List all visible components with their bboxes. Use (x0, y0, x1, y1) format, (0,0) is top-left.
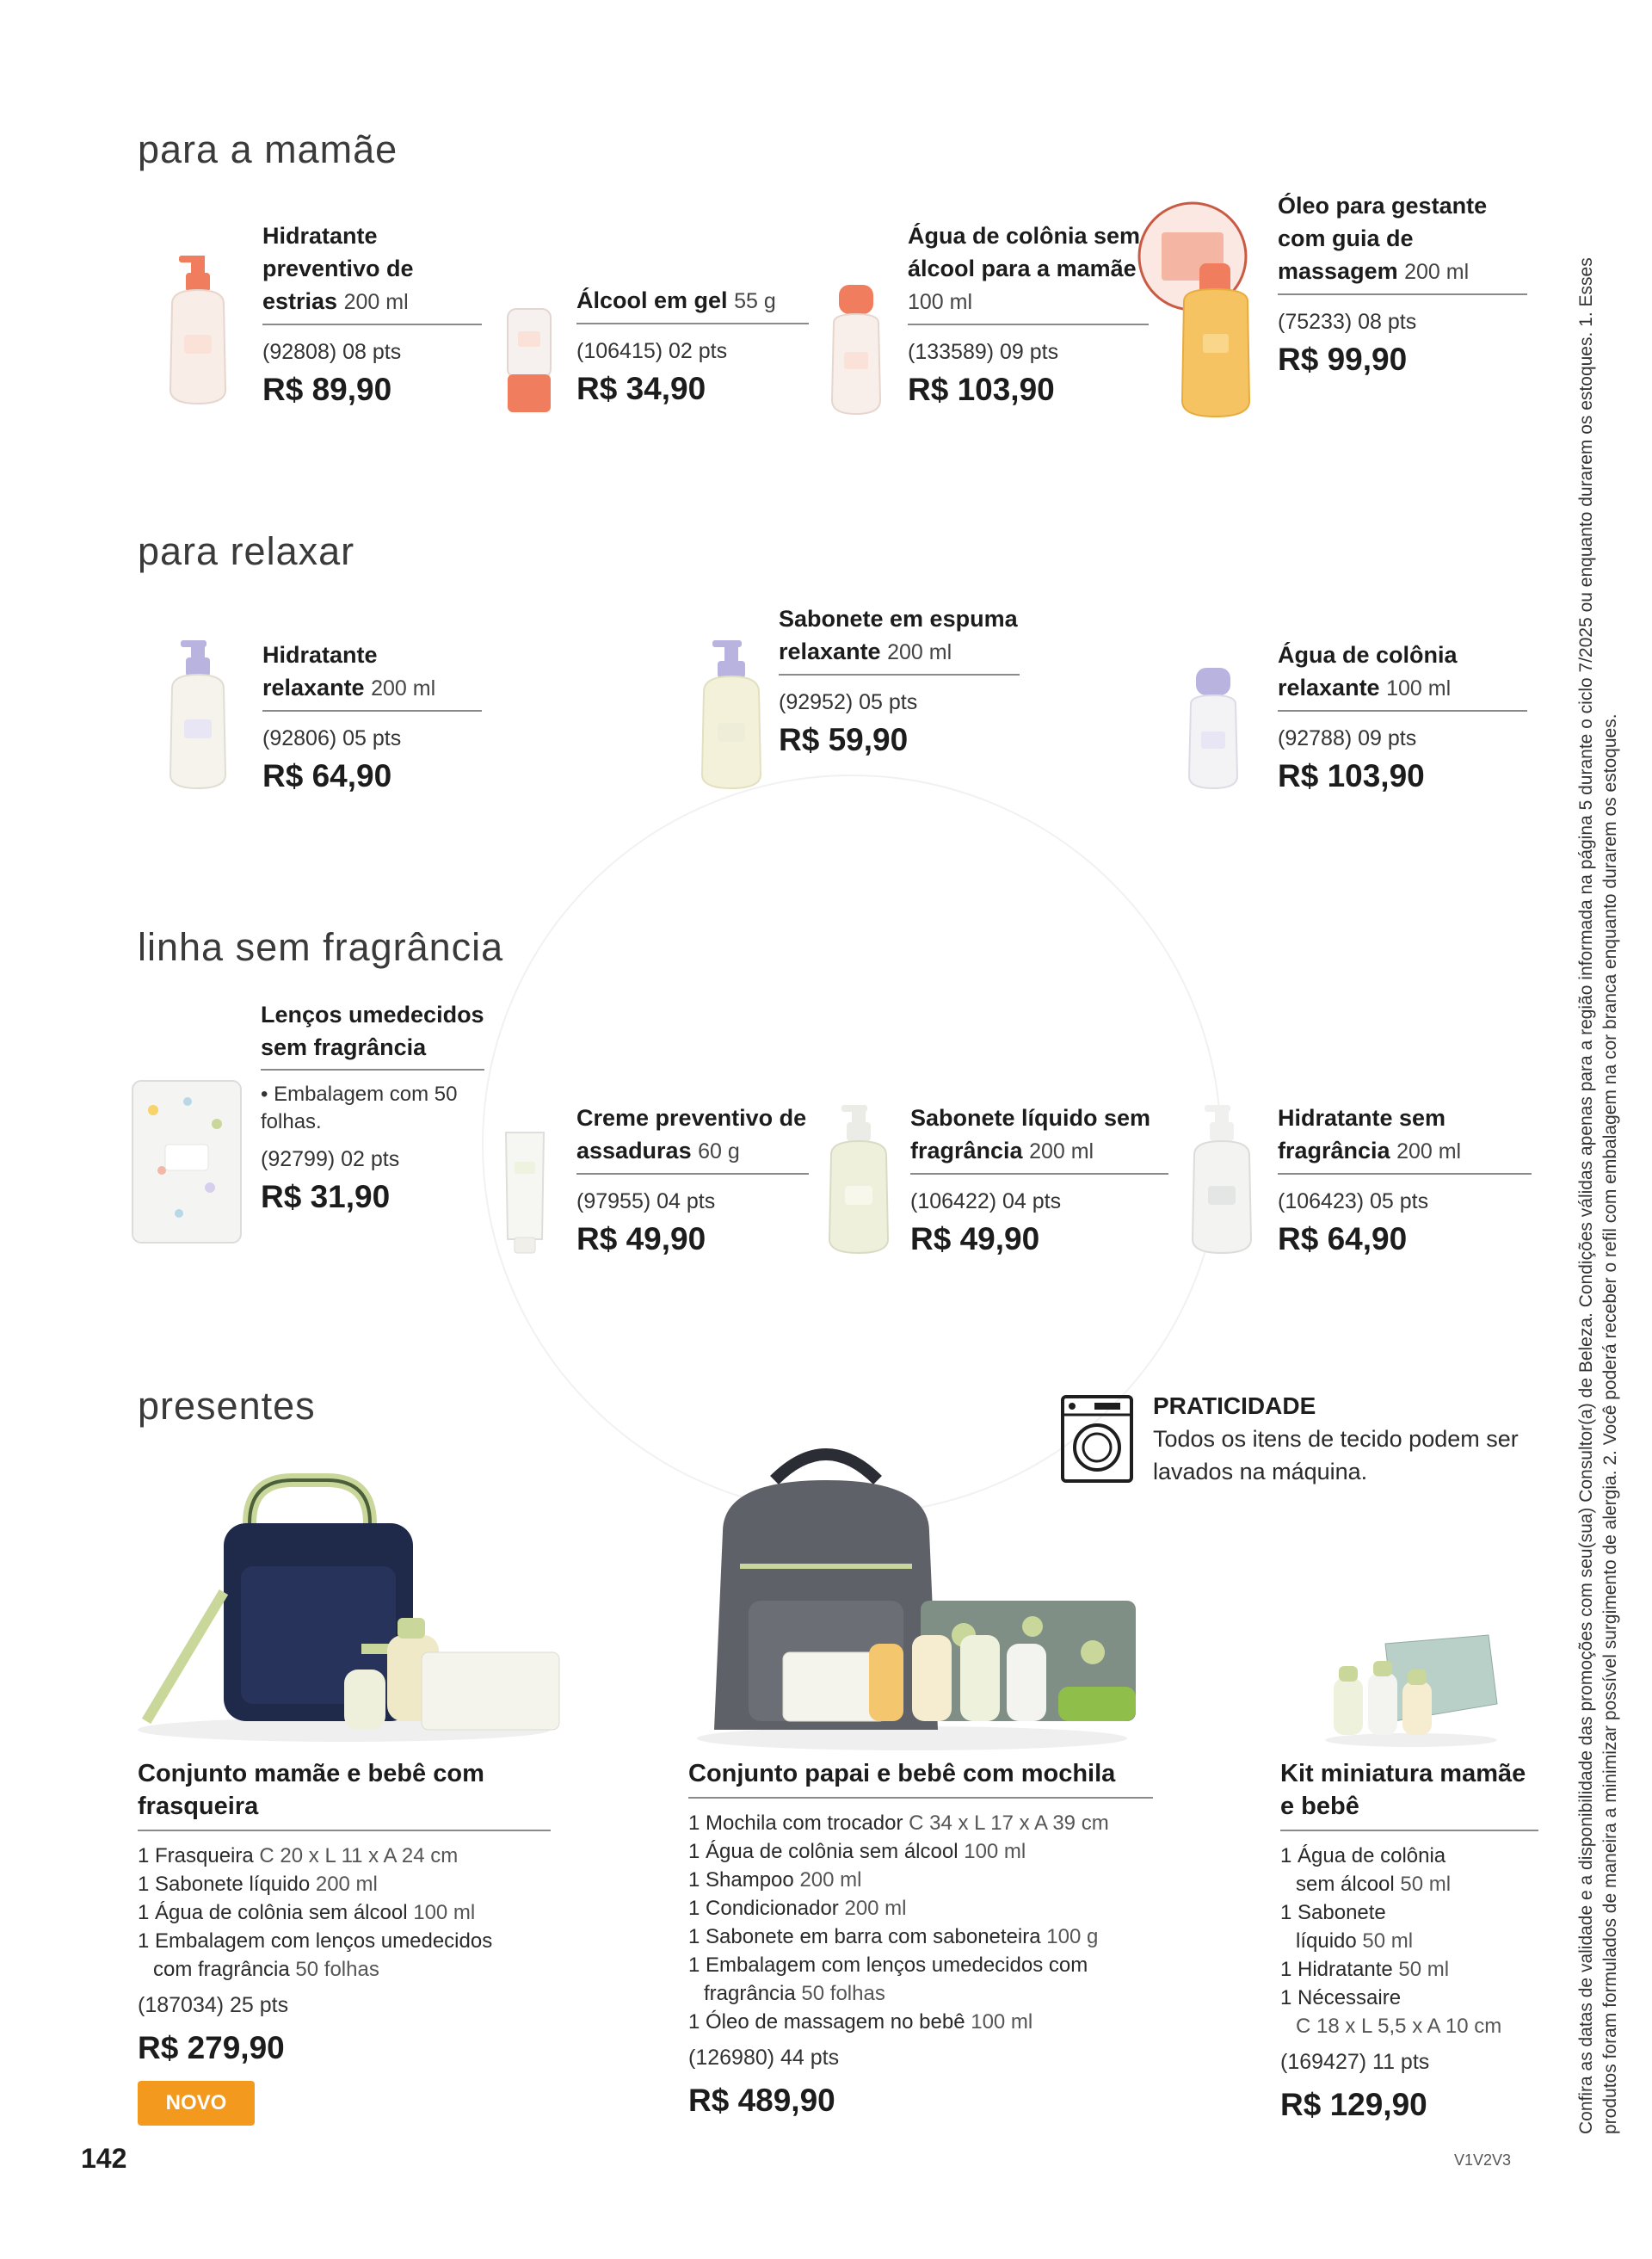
praticidade-text: Todos os itens de tecido podem ser lavados na máquina. (1153, 1426, 1519, 1484)
kit-item-label: 1 Sabonete (1280, 1901, 1386, 1924)
kit-item-detail: 200 ml (315, 1873, 378, 1896)
product-code: (92806) 05 pts (262, 726, 402, 750)
version-code: V1V2V3 (1454, 2151, 1512, 2169)
section-title-mamae: para a mamãe (138, 127, 398, 171)
divider (1278, 293, 1527, 295)
product-hidratante-estrias[interactable] (146, 211, 490, 426)
kit-item-label: líquido (1296, 1929, 1357, 1953)
kit-item-detail: 100 g (1046, 1925, 1099, 1948)
pump-bottle-white-image (816, 1102, 902, 1256)
kit-mamae-bebe-frasqueira[interactable] (138, 1757, 551, 2070)
kit-title: Conjunto papai e bebê com mochila (688, 1760, 1116, 1787)
product-size: 200 ml (343, 290, 409, 314)
product-price: R$ 89,90 (262, 372, 392, 407)
kit-item-detail: C 34 x L 17 x A 39 cm (909, 1812, 1109, 1835)
kit-item-label: 1 Água de colônia (1280, 1844, 1446, 1867)
product-price: R$ 99,90 (1278, 342, 1408, 377)
product-price: R$ 49,90 (576, 1221, 706, 1256)
kit-title: Kit miniatura mamãe e bebê (1280, 1760, 1526, 1820)
divider (262, 710, 482, 712)
pump-bottle-grey-image (1179, 1102, 1265, 1256)
product-code: (133589) 09 pts (908, 340, 1059, 364)
kit-price: R$ 279,90 (138, 2030, 285, 2065)
product-name: Hidratante preventivo de estrias (262, 223, 414, 314)
product-sabonete-espuma[interactable] (680, 602, 1024, 809)
divider (779, 674, 1020, 676)
kit-price: R$ 129,90 (1280, 2087, 1427, 2122)
product-size: 200 ml (1396, 1139, 1462, 1163)
kit-item-detail: 100 ml (971, 2010, 1033, 2034)
kit-item-detail: 50 ml (1400, 1873, 1452, 1896)
product-name: Sabonete em espuma relaxante (779, 606, 1018, 664)
product-name: Hidratante relaxante (262, 642, 378, 701)
kit-item-label: 1 Nécessaire (1280, 1986, 1402, 2009)
divider (910, 1173, 1168, 1175)
legal-side-note: Confira as datas de validade e a disponibilidade das promoções com seu(sua) Consultor(a) de Beleza. Condições válidas apenas para a região informada na página 5 durante o ciclo 7/2025 ou enquanto durarem os estoques. 1. Esses produtos foram formulados de maneira a minimizar possível surgimento de alergia. 2. Você poderá receber o refil com embalagem na cor branca enquanto durarem os estoques. (1576, 257, 1620, 2134)
product-code: (106423) 05 pts (1278, 1189, 1429, 1213)
product-name: Água de colônia sem álcool para a mamãe (908, 223, 1141, 281)
kit-item-label: 1 Shampoo (688, 1868, 794, 1892)
product-size: 200 ml (887, 640, 952, 664)
kit-item-label: 1 Embalagem com lenços umedecidos com (688, 1953, 1088, 1977)
product-code: (75233) 08 pts (1278, 310, 1417, 334)
kit-item-label: sem álcool (1296, 1873, 1395, 1896)
novo-badge: NOVO (138, 2081, 255, 2126)
cologne-bottle-coral-image (822, 280, 891, 417)
mochila-kit-image (688, 1429, 1153, 1756)
pump-bottle-lavender-image (155, 637, 241, 792)
kit-item-label: com fragrância (153, 1958, 290, 1981)
product-name: Óleo para gestante com guia de massagem (1278, 193, 1488, 284)
kit-miniatura-image (1316, 1618, 1506, 1747)
product-price: R$ 59,90 (779, 722, 909, 757)
section-title-presentes: presentes (138, 1384, 316, 1428)
gel-tube-image (499, 306, 559, 417)
product-alcool-gel[interactable] (499, 211, 809, 426)
divider (688, 1797, 1153, 1799)
kit-price: R$ 489,90 (688, 2083, 835, 2118)
kit-item-label: 1 Hidratante (1280, 1958, 1393, 1981)
kit-item-label: 1 Mochila com trocador (688, 1812, 903, 1835)
product-name: Hidratante sem fragrância (1278, 1105, 1446, 1163)
kit-item-detail: 200 ml (799, 1868, 862, 1892)
product-name: Água de colônia relaxante (1278, 642, 1458, 701)
kit-item-detail: 50 ml (1398, 1958, 1450, 1981)
divider (1278, 710, 1527, 712)
product-oleo-gestante[interactable] (1136, 189, 1532, 430)
product-lencos-umedecidos[interactable] (127, 998, 489, 1256)
kit-item-detail: 100 ml (964, 1840, 1026, 1863)
divider (262, 324, 482, 325)
page-number: 142 (81, 2143, 127, 2174)
kit-code: (187034) 25 pts (138, 1993, 289, 2017)
kit-item-detail: 50 folhas (295, 1958, 379, 1981)
product-code: (92799) 02 pts (261, 1147, 400, 1171)
product-price: R$ 103,90 (1278, 758, 1425, 793)
product-code: (92808) 08 pts (262, 340, 402, 364)
product-sabonete-liquido-sem-fragrancia[interactable] (816, 1084, 1177, 1256)
product-creme-assaduras[interactable] (499, 1084, 809, 1256)
product-size: 60 g (698, 1139, 740, 1163)
product-bullet: • Embalagem com 50 folhas. (261, 1083, 458, 1133)
product-hidratante-relaxante[interactable] (146, 620, 490, 809)
kit-code: (169427) 11 pts (1280, 2050, 1430, 2074)
product-size: 200 ml (1404, 260, 1470, 284)
product-name: Creme preventivo de assaduras (576, 1105, 807, 1163)
kit-item-detail: 50 ml (1362, 1929, 1414, 1953)
product-code: (92788) 09 pts (1278, 726, 1417, 750)
cologne-bottle-lavender-image (1179, 663, 1248, 792)
product-code: (106415) 02 pts (576, 339, 728, 363)
kit-item-detail: C 18 x L 5,5 x A 10 cm (1296, 2015, 1502, 2038)
kit-item-label: 1 Água de colônia sem álcool (138, 1901, 408, 1924)
kit-item-label: fragrância (704, 1982, 796, 2005)
praticidade-title: PRATICIDADE (1153, 1392, 1316, 1419)
kit-code: (126980) 44 pts (688, 2046, 840, 2070)
kit-item-detail: 100 ml (413, 1901, 476, 1924)
divider (1278, 1173, 1532, 1175)
frasqueira-kit-image (129, 1472, 568, 1747)
kit-item-detail: C 20 x L 11 x A 24 cm (259, 1844, 459, 1867)
product-name: Sabonete líquido sem fragrância (910, 1105, 1151, 1163)
product-agua-colonia-relaxante[interactable] (1170, 620, 1532, 809)
kit-item-detail: 200 ml (844, 1897, 907, 1920)
kit-item-label: 1 Embalagem com lenços umedecidos (138, 1929, 493, 1953)
product-name: Lenços umedecidos sem fragrância (261, 1002, 484, 1060)
kit-item-label: 1 Sabonete em barra com saboneteira (688, 1925, 1041, 1948)
product-agua-colonia-mamae[interactable] (822, 211, 1149, 426)
kit-item-label: 1 Frasqueira (138, 1844, 254, 1867)
divider (138, 1830, 551, 1831)
divider (576, 323, 809, 324)
section-title-sem-fragrancia: linha sem fragrância (138, 925, 504, 969)
product-price: R$ 34,90 (576, 371, 706, 406)
foam-bottle-lavender-image (688, 637, 774, 792)
product-size: 200 ml (1029, 1139, 1094, 1163)
divider (908, 324, 1149, 325)
kit-item-label: 1 Água de colônia sem álcool (688, 1840, 959, 1863)
kit-item-label: 1 Óleo de massagem no bebê (688, 2010, 965, 2034)
product-price: R$ 64,90 (1278, 1221, 1408, 1256)
product-size: 200 ml (371, 676, 436, 701)
section-title-relaxar: para relaxar (138, 529, 355, 573)
wipes-pack-image (127, 1076, 246, 1248)
divider (1280, 1830, 1538, 1831)
divider (261, 1069, 484, 1071)
product-name: Álcool em gel (576, 287, 728, 313)
massage-oil-bottle-image (1136, 198, 1273, 422)
product-code: (92952) 05 pts (779, 690, 918, 714)
kit-title: Conjunto mamãe e bebê com frasqueira (138, 1760, 484, 1820)
product-size: 100 ml (908, 290, 973, 314)
product-code: (106422) 04 pts (910, 1189, 1062, 1213)
product-price: R$ 49,90 (910, 1221, 1040, 1256)
kit-item-label: 1 Sabonete líquido (138, 1873, 311, 1896)
product-hidratante-sem-fragrancia[interactable] (1179, 1084, 1532, 1256)
pump-bottle-coral-image (155, 252, 241, 407)
kit-item-detail: 50 folhas (801, 1982, 885, 2005)
product-price: R$ 31,90 (261, 1179, 391, 1214)
kit-papai-bebe-mochila[interactable] (688, 1757, 1153, 2122)
cream-tube-image (499, 1127, 551, 1256)
kit-miniatura-mamae-bebe[interactable] (1280, 1757, 1538, 2126)
kit-item-label: 1 Condicionador (688, 1897, 839, 1920)
product-size: 100 ml (1386, 676, 1452, 701)
product-price: R$ 103,90 (908, 372, 1055, 407)
product-code: (97955) 04 pts (576, 1189, 716, 1213)
divider (576, 1173, 809, 1175)
product-size: 55 g (734, 289, 776, 313)
product-price: R$ 64,90 (262, 758, 392, 793)
